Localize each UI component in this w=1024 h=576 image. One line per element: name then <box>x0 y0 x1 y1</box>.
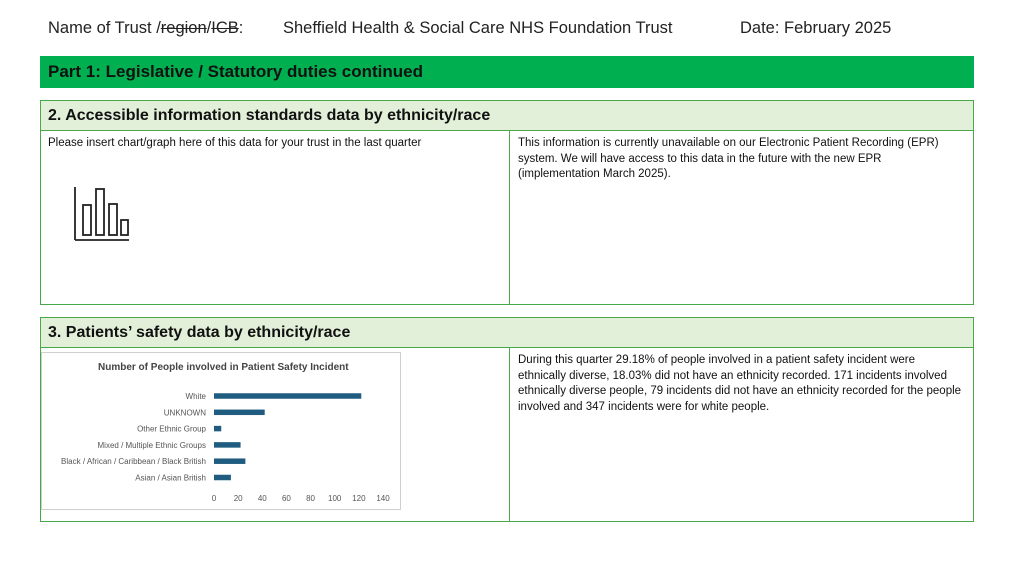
chart-title: Number of People involved in Patient Safety Incident <box>98 362 349 373</box>
bar <box>214 426 221 432</box>
section3-summary-text: During this quarter 29.18% of people involved in a patient safety incident were ethnically diverse, 18.03% did not have an ethnicity recorded. 171 incidents involved ethnically diverse people, 79 incidents did not have an ethnicity recorded for the people involved and 347 incidents were for white people. <box>518 354 962 413</box>
bar <box>214 475 231 481</box>
bar <box>214 410 265 416</box>
bar-chart-icon <box>71 183 131 243</box>
x-tick-label: 120 <box>352 494 366 503</box>
section3-left-cell <box>41 348 510 521</box>
section2-body <box>41 131 973 304</box>
name-prefix: Name of Trust / <box>48 19 161 37</box>
section2-instruction: Please insert chart/graph here of this data for your trust in the last quarter <box>48 137 422 149</box>
report-date: Date: February 2025 <box>740 19 892 37</box>
chart-plot <box>42 353 400 509</box>
x-tick-label: 80 <box>306 494 316 503</box>
category-label: Asian / Asian British <box>135 473 206 483</box>
x-tick-label: 40 <box>257 494 267 503</box>
section2-left-cell <box>41 131 510 304</box>
colon: : <box>238 19 244 37</box>
category-label: White <box>185 392 206 401</box>
region-struck: region <box>160 19 207 37</box>
bar <box>214 393 361 399</box>
bar <box>214 442 241 448</box>
trust-name: Sheffield Health & Social Care NHS Foundation Trust <box>283 19 673 37</box>
section3-title: 3. Patients’ safety data by ethnicity/race <box>41 318 973 348</box>
section-accessible-information <box>40 100 974 305</box>
category-label: UNKNOWN <box>163 408 206 418</box>
bar <box>214 458 245 464</box>
section3-body <box>41 348 973 521</box>
x-tick-label: 60 <box>281 494 291 503</box>
section2-status-text: This information is currently unavailable on our Electronic Patient Recording (EPR) system. We will have access to this data in the future with the new EPR (implementation March 2025). <box>518 137 939 180</box>
section-patient-safety <box>40 317 974 522</box>
section2-title: 2. Accessible information standards data by ethnicity/race <box>41 101 973 131</box>
x-tick-label: 100 <box>328 494 342 503</box>
category-label: Black / African / Caribbean / Black British <box>61 457 206 467</box>
patient-safety-chart <box>41 352 401 510</box>
trust-name-label <box>48 19 243 38</box>
icb-struck: ICB <box>211 19 239 37</box>
x-tick-label: 0 <box>211 494 217 503</box>
slash: / <box>206 19 212 37</box>
category-label: Other Ethnic Group <box>137 424 206 434</box>
category-label: Mixed / Multiple Ethnic Groups <box>97 440 206 450</box>
x-tick-label: 20 <box>233 494 243 503</box>
x-tick-label: 140 <box>376 494 390 503</box>
part-title: Part 1: Legislative / Statutory duties continued <box>40 56 974 88</box>
